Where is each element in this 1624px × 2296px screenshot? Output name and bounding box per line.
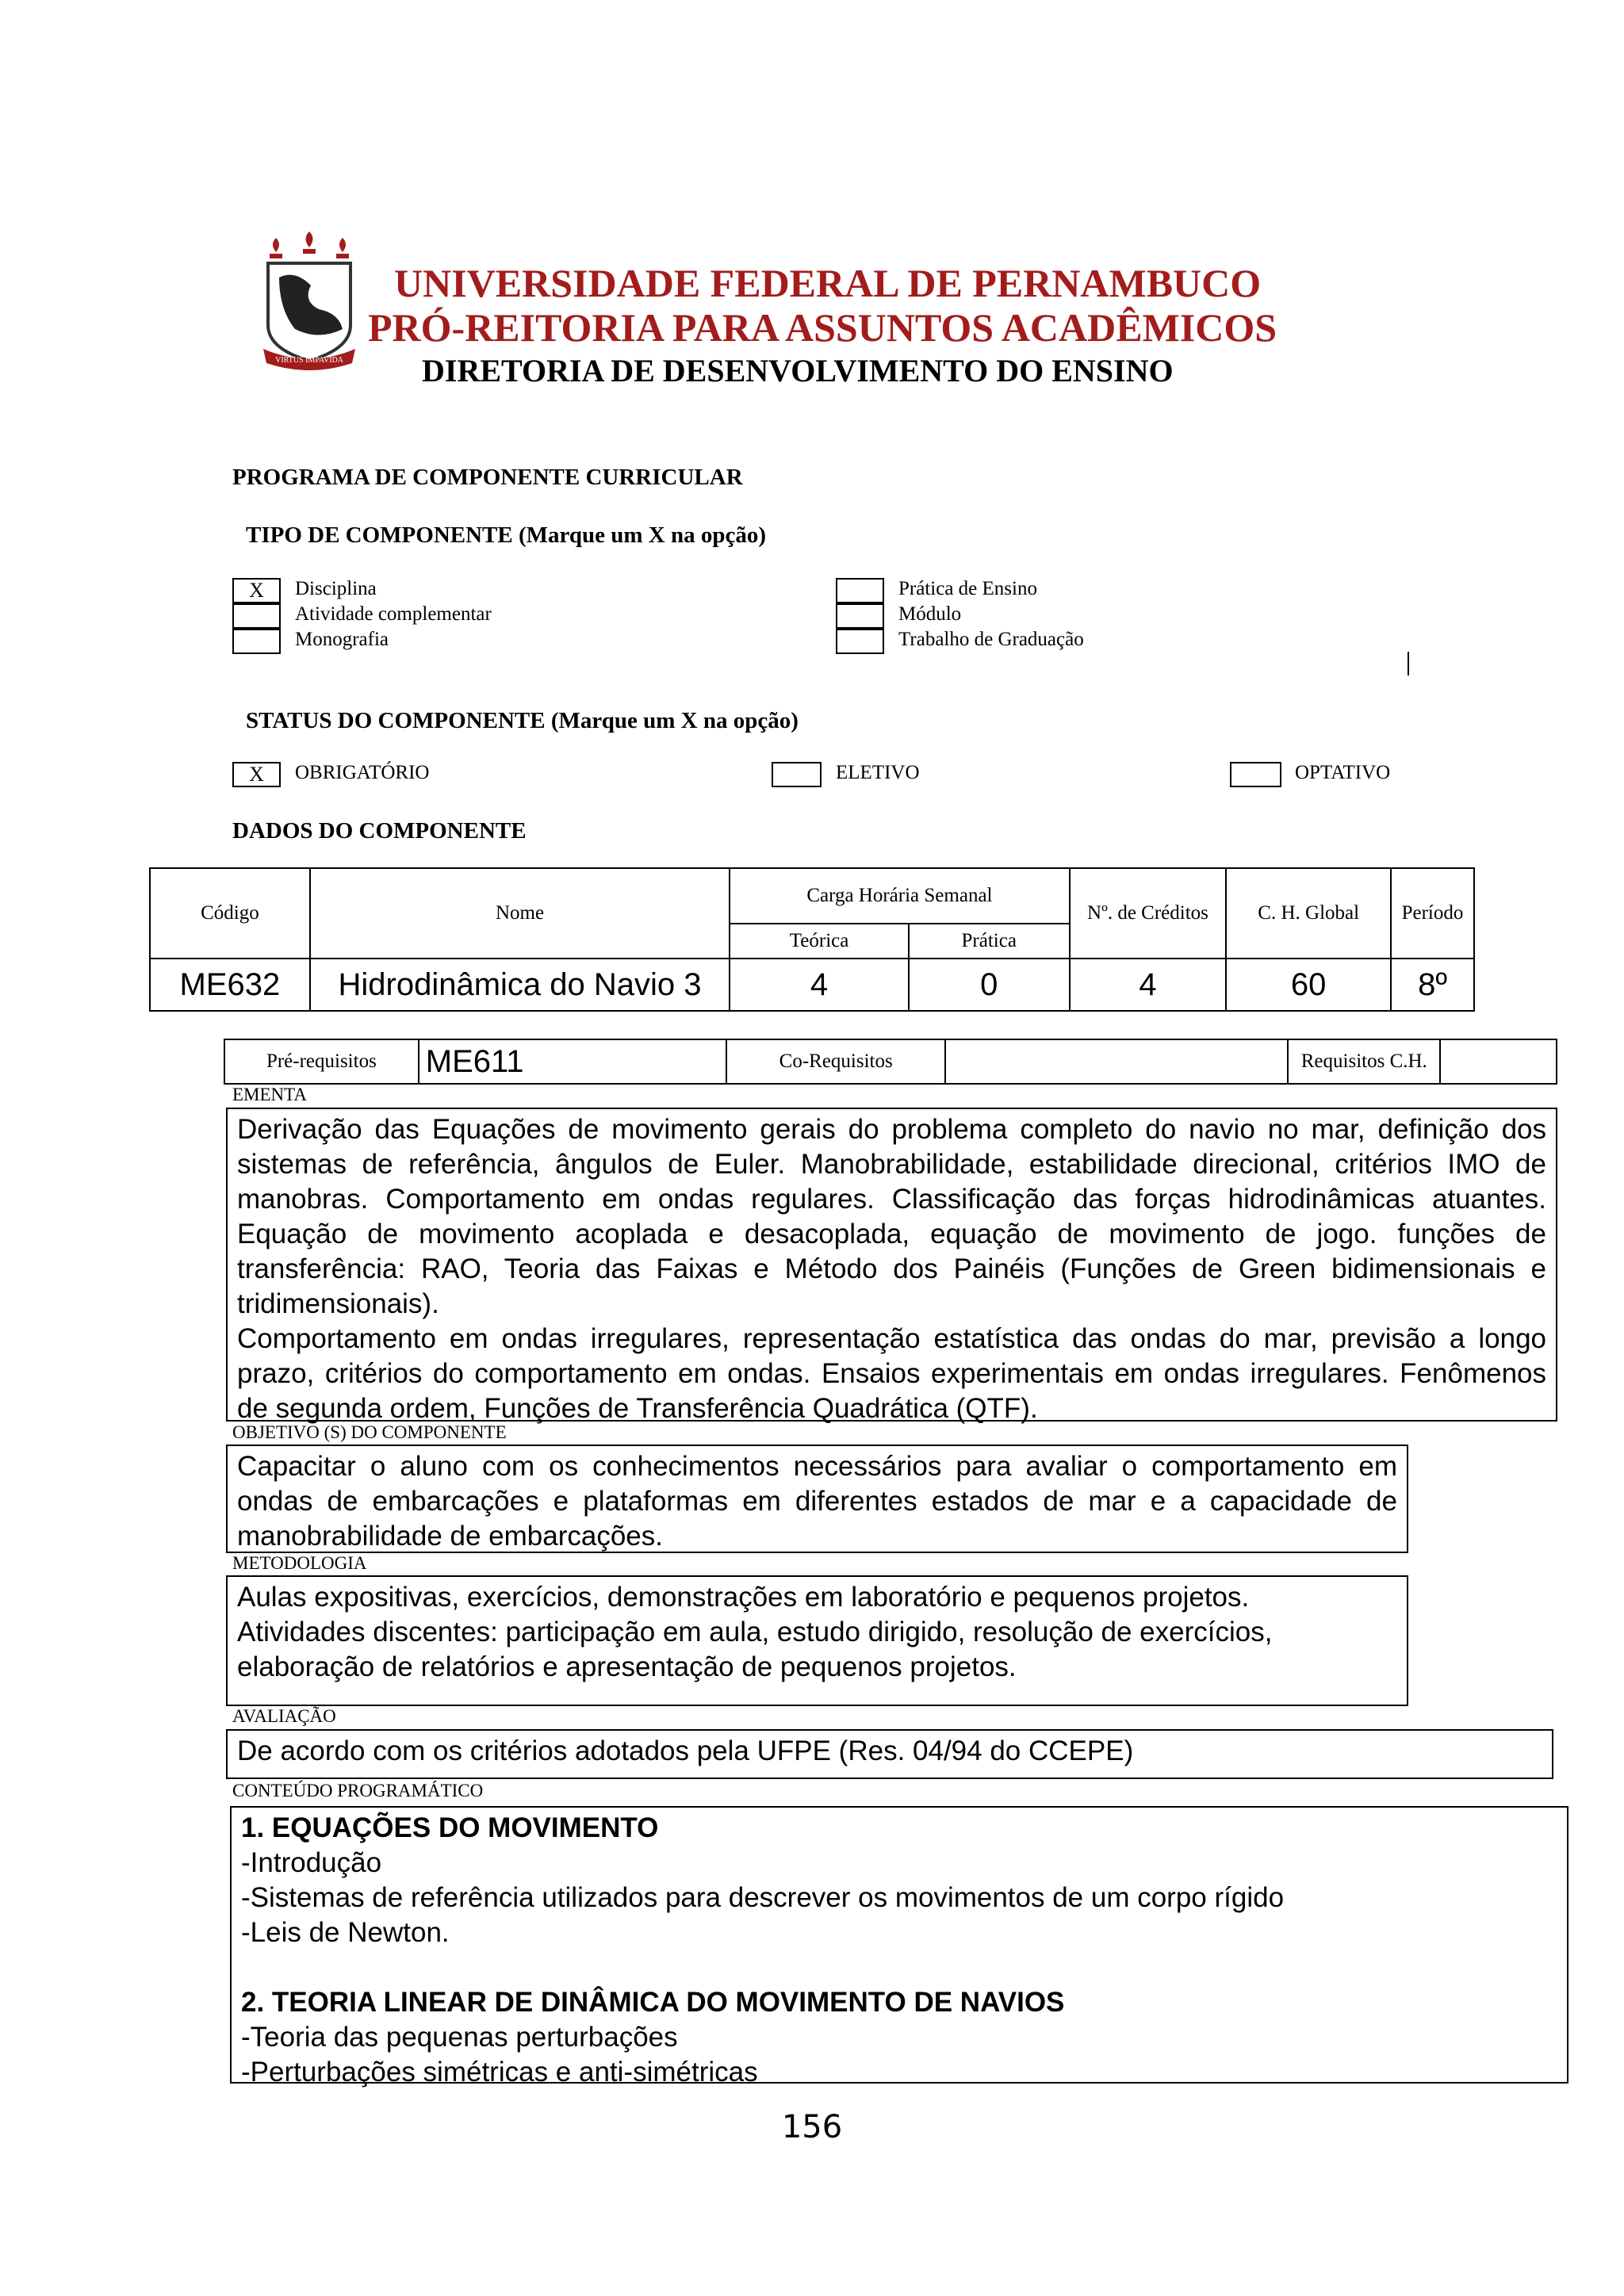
status-label-optativo: OPTATIVO: [1295, 762, 1391, 783]
status-label-eletivo: ELETIVO: [836, 762, 920, 783]
objetivo-box: [226, 1445, 1408, 1553]
header-ch-global: C. H. Global: [1226, 868, 1391, 959]
objetivo-text: Capacitar o aluno com os conhecimentos necessários para avaliar o comportamento em ondas de embarcações e plataformas em diferentes estados de mar e a capacidade de manobrabilidade de embarcações.: [237, 1451, 1397, 1552]
pre-requisitos-value: ME611: [419, 1039, 727, 1084]
pro-rectory-name: PRÓ-REITORIA PARA ASSUNTOS ACADÊMICOS: [368, 305, 1277, 350]
tipo-checkbox-monografia[interactable]: [232, 629, 281, 654]
header-teorica: Teórica: [730, 924, 909, 959]
requisitos-table: [224, 1039, 1557, 1085]
metodologia-line-1: Aulas expositivas, exercícios, demonstrações em laboratório e pequenos projetos.: [237, 1582, 1250, 1613]
header-nome: Nome: [310, 868, 730, 959]
ementa-label: EMENTA: [232, 1085, 307, 1104]
value-codigo: ME632: [150, 959, 310, 1011]
tipo-label-trabalho: Trabalho de Graduação: [898, 629, 1084, 650]
header-creditos: Nº. de Créditos: [1070, 868, 1227, 959]
avaliacao-box: [226, 1729, 1553, 1779]
requisitos-ch-value: [1440, 1039, 1557, 1084]
ementa-paragraph-2: Comportamento em ondas irregulares, representação estatística das ondas do mar, previsão a longo prazo, critérios do comportamento em ondas. Ensaios experimentais em ondas irregulares. Fenômenos de segunda ordem, Funções de Transferência Quadrática (QTF).: [237, 1323, 1546, 1424]
metodologia-label: METODOLOGIA: [232, 1553, 367, 1573]
ementa-paragraph-1: Derivação das Equações de movimento gerais do problema completo do navio no mar, definição dos sistemas de referência, ângulos de Euler. Manobrabilidade, estabilidade direcional, critérios IMO de manobras. Comportamento em ondas regulares. Classificação das forças hidrodinâmicas atuantes. Equação de movimento acoplada e desacoplada, equação de movimento de jogo. funções de transferência: RAO, Teoria das Faixas e Método dos Painéis (Funções de Green bidimensionais e tridimensionais).: [237, 1114, 1546, 1319]
co-requisitos-value: [945, 1039, 1288, 1084]
tipo-checkbox-disciplina[interactable]: X: [232, 578, 281, 603]
avaliacao-text: De acordo com os critérios adotados pela UFPE (Res. 04/94 do CCEPE): [237, 1735, 1134, 1766]
avaliacao-label: AVALIAÇÃO: [232, 1706, 336, 1726]
tipo-label-modulo: Módulo: [898, 603, 962, 625]
tipo-checkbox-modulo[interactable]: [836, 603, 884, 629]
tipo-label-disciplina: Disciplina: [295, 578, 377, 599]
page-number: 156: [781, 2109, 843, 2145]
metodologia-line-2: Atividades discentes: participação em aula, estudo dirigido, resolução de exercícios, elaboração de relatórios e apresentação de pequenos projetos.: [237, 1617, 1273, 1682]
conteudo-section-1-title: 1. EQUAÇÕES DO MOVIMENTO: [241, 1812, 659, 1843]
status-checkbox-optativo[interactable]: [1230, 762, 1281, 787]
university-name: UNIVERSIDADE FEDERAL DE PERNAMBUCO: [394, 261, 1262, 305]
ufpe-logo: [262, 230, 357, 381]
conteudo-label: CONTEÚDO PROGRAMÁTICO: [232, 1781, 484, 1800]
conteudo-section-1-item: -Leis de Newton.: [241, 1917, 450, 1948]
status-checkbox-eletivo[interactable]: [772, 762, 822, 787]
logo-motto: VIRTUS IMPAVIDA: [275, 356, 343, 365]
header-codigo: Código: [150, 868, 310, 959]
conteudo-section-2-item: -Perturbações simétricas e anti-simétricas: [241, 2057, 758, 2087]
value-pratica: 0: [909, 959, 1070, 1011]
tipo-label-pratica: Prática de Ensino: [898, 578, 1037, 599]
status-label-obrigatorio: OBRIGATÓRIO: [295, 762, 430, 783]
objetivo-label: OBJETIVO (S) DO COMPONENTE: [232, 1422, 507, 1442]
requisitos-ch-label: Requisitos C.H.: [1288, 1039, 1440, 1084]
header-pratica: Prática: [909, 924, 1070, 959]
directorate-name: DIRETORIA DE DESENVOLVIMENTO DO ENSINO: [422, 353, 1174, 388]
tipo-title: TIPO DE COMPONENTE (Marque um X na opção): [246, 522, 767, 548]
tipo-checkbox-trabalho[interactable]: [836, 629, 884, 654]
value-teorica: 4: [730, 959, 909, 1011]
header-periodo: Período: [1391, 868, 1474, 959]
metodologia-box: [226, 1575, 1408, 1706]
tipo-label-atividade: Atividade complementar: [295, 603, 492, 625]
header-carga: Carga Horária Semanal: [730, 868, 1069, 924]
conteudo-box: [230, 1806, 1568, 2087]
value-periodo: 8º: [1391, 959, 1474, 1011]
value-creditos: 4: [1070, 959, 1227, 1011]
tipo-label-monografia: Monografia: [295, 629, 389, 650]
value-nome: Hidrodinâmica do Navio 3: [310, 959, 730, 1011]
conteudo-section-2-title: 2. TEORIA LINEAR DE DINÂMICA DO MOVIMENTO DE NAVIOS: [241, 1987, 1065, 2018]
program-title: PROGRAMA DE COMPONENTE CURRICULAR: [232, 465, 743, 490]
value-ch-global: 60: [1226, 959, 1391, 1011]
component-data-table: [149, 867, 1475, 1012]
conteudo-section-1-item: -Introdução: [241, 1847, 382, 1878]
ementa-box: [226, 1108, 1557, 1422]
dados-title: DADOS DO COMPONENTE: [232, 818, 527, 844]
status-title: STATUS DO COMPONENTE (Marque um X na opção): [246, 708, 799, 733]
co-requisitos-label: Co-Requisitos: [726, 1039, 945, 1084]
conteudo-section-1-item: -Sistemas de referência utilizados para descrever os movimentos de um corpo rígido: [241, 1882, 1285, 1913]
conteudo-section-2-item: -Teoria das pequenas perturbações: [241, 2022, 678, 2053]
tipo-checkbox-atividade[interactable]: [232, 603, 281, 629]
stray-mark: [1408, 652, 1409, 675]
tipo-checkbox-pratica[interactable]: [836, 578, 884, 603]
pre-requisitos-label: Pré-requisitos: [224, 1039, 419, 1084]
status-checkbox-obrigatorio[interactable]: X: [232, 762, 281, 787]
